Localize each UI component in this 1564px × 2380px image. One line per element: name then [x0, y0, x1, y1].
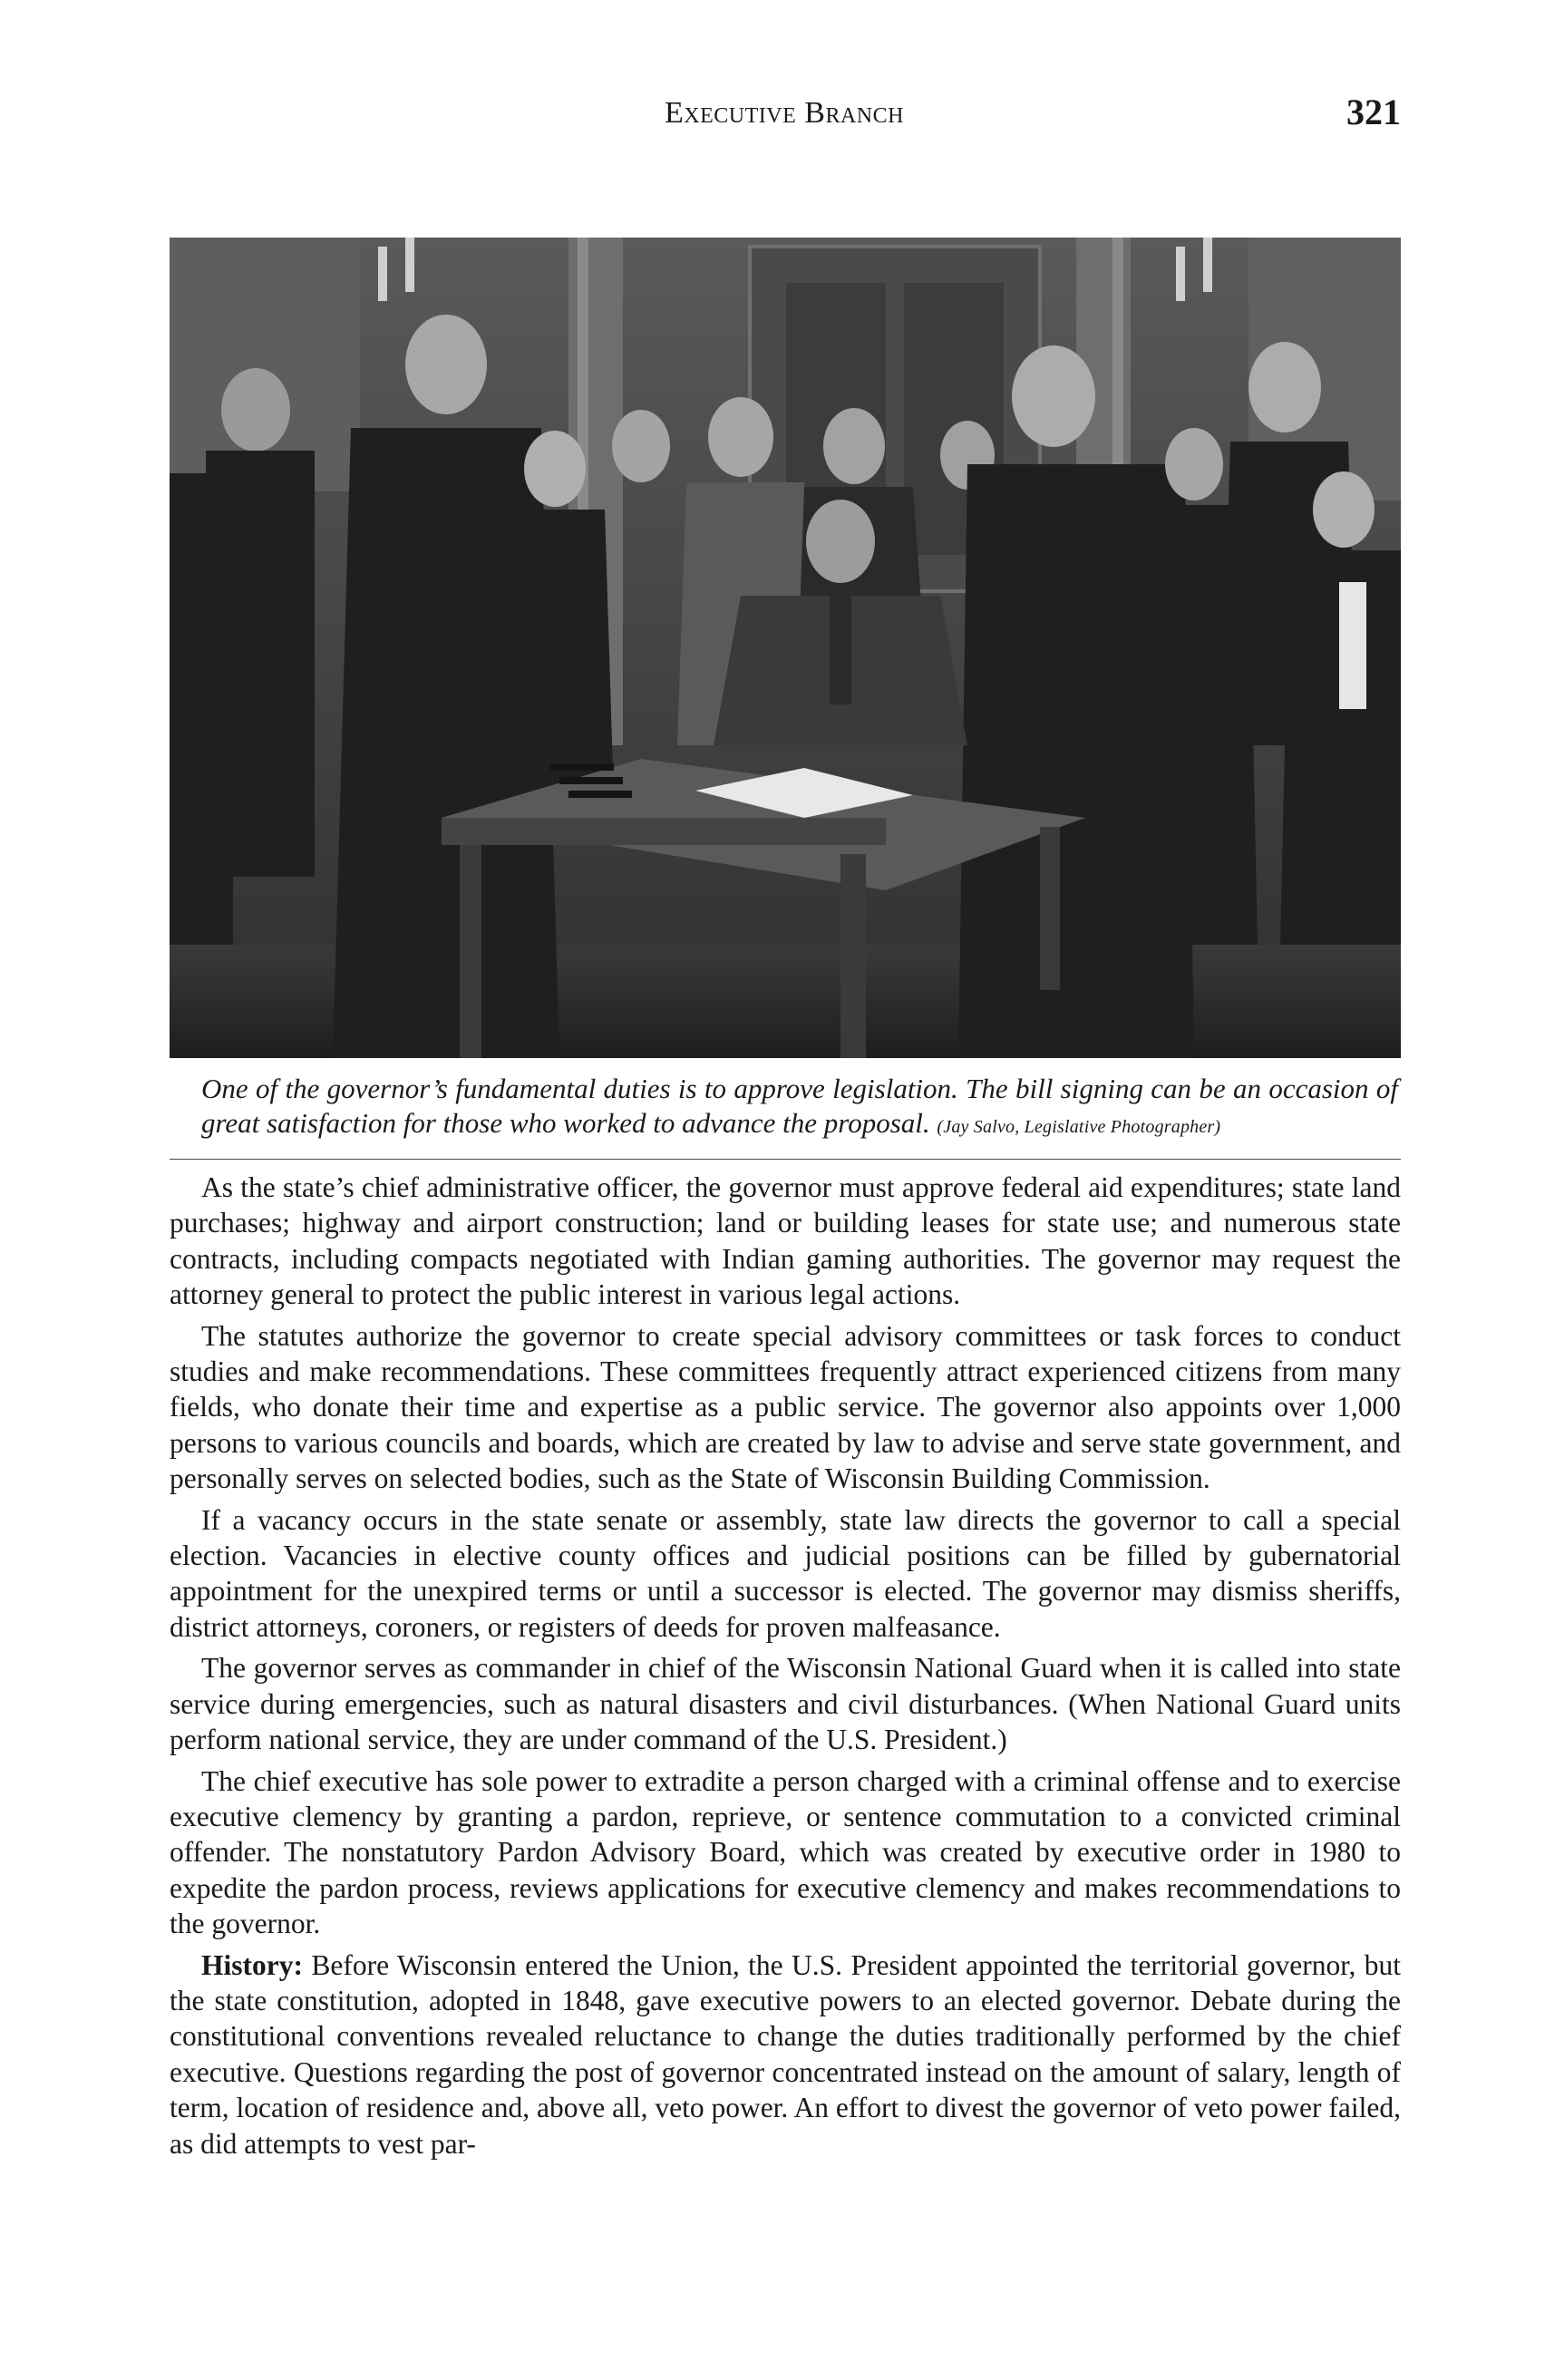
photo-illustration	[170, 238, 1401, 1058]
body-text	[170, 1170, 1401, 2167]
caption-divider	[170, 1159, 1401, 1160]
running-header	[168, 91, 1401, 145]
bill-signing-photo	[170, 238, 1401, 1058]
history-lead: History:	[201, 1948, 303, 1981]
caption-text: One of the governor’s fundamental duties is to approve legislation. The bill signing can be an occasion of great satisfaction for those who worked to advance the proposal.	[201, 1073, 1398, 1139]
paragraph-vacancies: If a vacancy occurs in the state senate or assembly, state law directs the governor to call a special election. Vacancies in elective county offices and judicial positions can be filled by gubernatorial appointment for the unexpired terms or until a successor is elected. The governor may dismiss sheriffs, district attorneys, coroners, or registers of deeds for proven malfeasance.	[170, 1503, 1401, 1643]
paragraph-advisory-committees: The statutes authorize the governor to create special advisory committees or task forces to conduct studies and make recommendations. These committees frequently attract experienced citizens from many fields, who donate their time and expertise as a public service. The governor also appoints over 1,000 persons to various councils and boards, which are created by law to advise and serve state government, and personally serves on selected bodies, such as the State of Wisconsin Building Commission.	[170, 1319, 1401, 1495]
page-number: 321	[1346, 92, 1401, 132]
paragraph-administrative: As the state’s chief administrative officer, the governor must approve federal aid expenditures; state land purchases; highway and airport construction; land or building leases for state use; and numerous state contracts, including compacts negotiated with Indian gaming authorities. The governor may request the attorney general to protect the public interest in various legal actions.	[170, 1171, 1401, 1311]
section-title: Executive Branch	[665, 96, 904, 130]
photo-caption	[201, 1072, 1398, 1144]
history-text: Before Wisconsin entered the Union, the U.S. President appointed the territorial governor, but the state constitution, adopted in 1848, gave executive powers to an elected governor. Debate during the constitutional conventions revealed reluctance to change the duties traditionally performed by the chief executive. Questions regarding the post of governor concentrated instead on the amount of salary, length of term, location of residence and, above all, veto power. An effort to divest the governor of veto power failed, as did attempts to vest par-	[170, 1948, 1401, 2160]
paragraph-clemency: The chief executive has sole power to extradite a person charged with a criminal offense and to exercise executive clemency by granting a pardon, reprieve, or sentence commutation to a convicted criminal offender. The nonstatutory Pardon Advisory Board, which was created by executive order in 1980 to expedite the pardon process, reviews applications for executive clemency and makes recommendations to the governor.	[170, 1764, 1401, 1940]
paragraph-national-guard: The governor serves as commander in chief of the Wisconsin National Guard when it is called into state service during emergencies, such as natural disasters and civil disturbances. (When National Guard units perform national service, they are under command of the U.S. President.)	[170, 1652, 1401, 1756]
paragraph-history	[170, 1948, 1401, 2161]
photo-credit: (Jay Salvo, Legislative Photographer)	[937, 1117, 1221, 1137]
